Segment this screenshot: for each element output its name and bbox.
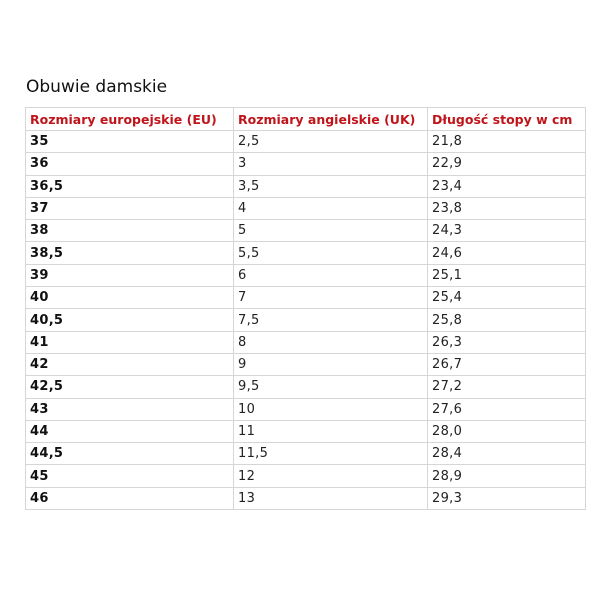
foot-length-cell: 29,3: [428, 487, 586, 509]
uk-size-cell: 6: [234, 264, 428, 286]
table-row: [26, 220, 586, 242]
table-row: [26, 264, 586, 286]
eu-size-cell: 44: [26, 420, 234, 442]
foot-length-cell: 23,8: [428, 197, 586, 219]
table-row: [26, 398, 586, 420]
table-row: [26, 287, 586, 309]
foot-length-cell: 23,4: [428, 175, 586, 197]
foot-length-cell: 25,8: [428, 309, 586, 331]
uk-size-cell: 9,5: [234, 376, 428, 398]
eu-size-cell: 38: [26, 220, 234, 242]
uk-size-cell: 11,5: [234, 443, 428, 465]
uk-size-cell: 7: [234, 287, 428, 309]
foot-length-cell: 26,7: [428, 353, 586, 375]
uk-size-cell: 13: [234, 487, 428, 509]
table-row: [26, 153, 586, 175]
eu-size-cell: 46: [26, 487, 234, 509]
foot-length-cell: 28,4: [428, 443, 586, 465]
eu-size-cell: 38,5: [26, 242, 234, 264]
table-row: [26, 376, 586, 398]
header-uk-size: Rozmiary angielskie (UK): [234, 108, 428, 131]
foot-length-cell: 27,2: [428, 376, 586, 398]
table-row: [26, 487, 586, 509]
uk-size-cell: 11: [234, 420, 428, 442]
eu-size-cell: 41: [26, 331, 234, 353]
eu-size-cell: 45: [26, 465, 234, 487]
size-chart-table: [25, 107, 586, 510]
foot-length-cell: 25,1: [428, 264, 586, 286]
eu-size-cell: 42: [26, 353, 234, 375]
uk-size-cell: 9: [234, 353, 428, 375]
table-row: [26, 197, 586, 219]
uk-size-cell: 3,5: [234, 175, 428, 197]
foot-length-cell: 25,4: [428, 287, 586, 309]
foot-length-cell: 28,9: [428, 465, 586, 487]
table-row: [26, 465, 586, 487]
eu-size-cell: 36: [26, 153, 234, 175]
table-row: [26, 242, 586, 264]
foot-length-cell: 22,9: [428, 153, 586, 175]
foot-length-cell: 24,3: [428, 220, 586, 242]
uk-size-cell: 2,5: [234, 131, 428, 153]
table-row: [26, 331, 586, 353]
foot-length-cell: 28,0: [428, 420, 586, 442]
eu-size-cell: 44,5: [26, 443, 234, 465]
header-eu-size: Rozmiary europejskie (EU): [26, 108, 234, 131]
uk-size-cell: 4: [234, 197, 428, 219]
table-header-row: [26, 108, 586, 131]
uk-size-cell: 5,5: [234, 242, 428, 264]
table-row: [26, 309, 586, 331]
eu-size-cell: 43: [26, 398, 234, 420]
eu-size-cell: 39: [26, 264, 234, 286]
header-foot-length: Długość stopy w cm: [428, 108, 586, 131]
foot-length-cell: 21,8: [428, 131, 586, 153]
eu-size-cell: 35: [26, 131, 234, 153]
table-body: [26, 131, 586, 510]
eu-size-cell: 37: [26, 197, 234, 219]
table-row: [26, 131, 586, 153]
foot-length-cell: 26,3: [428, 331, 586, 353]
eu-size-cell: 42,5: [26, 376, 234, 398]
page-title: Obuwie damskie: [26, 77, 168, 97]
eu-size-cell: 40,5: [26, 309, 234, 331]
uk-size-cell: 7,5: [234, 309, 428, 331]
table-row: [26, 353, 586, 375]
uk-size-cell: 5: [234, 220, 428, 242]
uk-size-cell: 8: [234, 331, 428, 353]
table-row: [26, 420, 586, 442]
eu-size-cell: 36,5: [26, 175, 234, 197]
uk-size-cell: 3: [234, 153, 428, 175]
foot-length-cell: 24,6: [428, 242, 586, 264]
foot-length-cell: 27,6: [428, 398, 586, 420]
table-row: [26, 175, 586, 197]
eu-size-cell: 40: [26, 287, 234, 309]
uk-size-cell: 10: [234, 398, 428, 420]
table-row: [26, 443, 586, 465]
uk-size-cell: 12: [234, 465, 428, 487]
